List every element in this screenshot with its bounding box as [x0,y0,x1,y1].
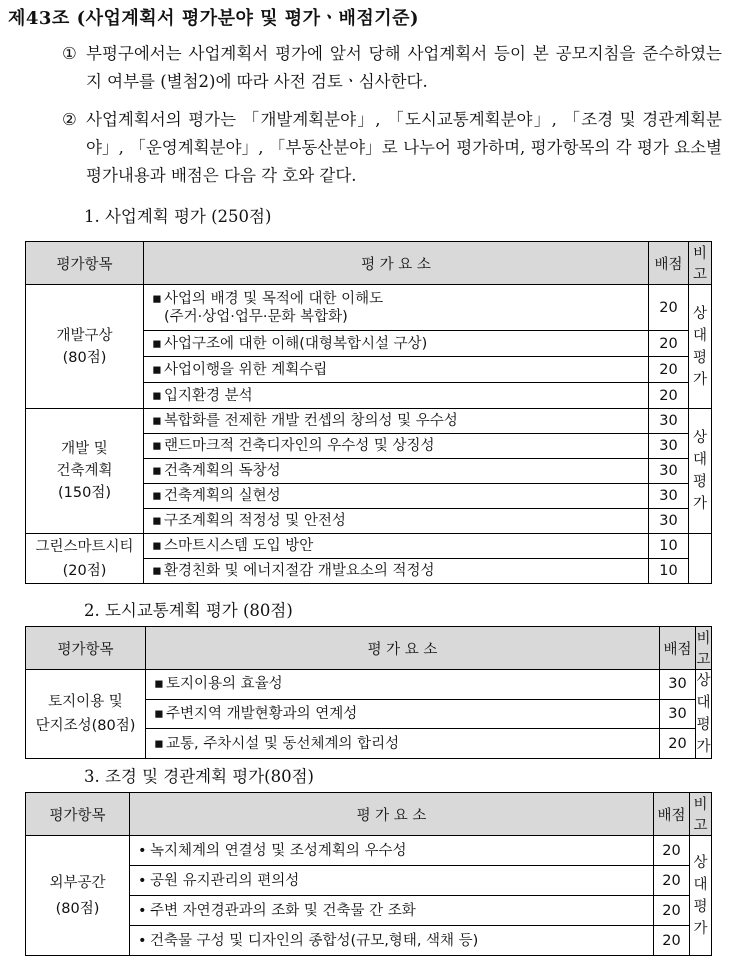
element-text: 녹지체계의 연결성 및 조성계획의 우수성 [150,842,407,859]
element-cell [130,836,654,866]
note-line: 평가 [696,717,711,755]
element-text: 사업구조에 대한 이해(대형복합시설 구상) [164,335,428,352]
category-cell [26,670,146,759]
score-cell: 30 [649,459,689,484]
table-row [26,409,712,434]
element-cell [144,409,649,434]
element-text: 구조계획의 적정성 및 안전성 [164,513,346,529]
element-text: 입지환경 분석 [164,387,253,404]
section-1-title: 1. 사업계획 평가 (250점) [84,207,272,226]
element-text: 랜드마크적 건축디자인의 우수성 및 상징성 [164,438,435,454]
note-line: 상대 [696,673,711,711]
section-2-title: 2. 도시교통계획 평가 (80점) [84,601,293,620]
score-cell: 20 [649,357,689,383]
element-cell [146,670,660,700]
category-name: 토지이용 및 [48,694,123,710]
element-text: 복합화를 전제한 개발 컨셉의 창의성 및 우수성 [164,413,458,429]
element-text: 공원 유지관리의 편의성 [150,872,300,889]
element-text: 건축계획의 실현성 [164,488,281,504]
score-cell: 20 [654,926,690,956]
note-line: 평가 [692,474,707,512]
score-cell: 30 [649,484,689,509]
element-cell [144,559,649,584]
score-cell: 10 [649,534,689,559]
paragraph-text: 사업계획서의 평가는 「개발계획분야」, 「도시교통계획분야」, 「조경 및 경관계획분야」, 「운영계획분야」, 「부동산분야」로 나누어 평가하며, 평가항목의 각 평가 요소별 평가내용과 배점은 다음 각 호와 같다. [86,110,722,185]
element-text: 사업이행을 위한 계획수립 [164,361,328,378]
paragraph-text: 부평구에서는 사업계획서 평가에 앞서 당해 사업계획서 등이 본 공모지침을 준수하였는지 여부를 (별첨2)에 따라 사전 검토ㆍ심사한다. [86,44,722,91]
element-text: 건축물 구성 및 디자인의 종합성(규모,형태, 색채 등) [150,932,479,949]
category-cell [26,836,130,956]
header-item: 평가항목 [26,242,144,285]
bullet-icon: ▪ [152,463,162,479]
element-text: 주변지역 개발현황과의 연계성 [166,705,358,722]
category-name: 단지조성(80점) [35,718,136,734]
score-cell: 30 [660,699,696,729]
paragraph-number: ② [62,110,77,129]
paragraph-1 [62,40,722,96]
category-points: (80점) [55,900,100,917]
header-note: 비고 [689,242,712,285]
section-3-table [25,792,712,956]
element-cell [144,331,649,357]
bullet-icon: • [138,932,147,949]
score-cell: 20 [649,331,689,357]
score-cell: 30 [649,434,689,459]
bullet-icon: • [138,902,147,919]
element-text: 주변 자연경관과의 조화 및 건축물 간 조화 [150,902,416,919]
category-name: 건축계획 [56,463,113,479]
bullet-icon: ▪ [152,438,162,454]
header-score: 배점 [649,242,689,285]
bullet-icon: ▪ [154,735,164,752]
element-text: 건축계획의 독창성 [164,463,281,479]
score-cell: 30 [660,670,696,700]
bullet-icon: ▪ [152,413,162,429]
note-cell [689,534,712,584]
element-cell [144,285,649,331]
element-text: 환경친화 및 에너지절감 개발요소의 적정성 [164,563,435,579]
element-cell [144,383,649,409]
element-cell [130,926,654,956]
header-score: 배점 [654,793,690,836]
note-cell [696,670,712,759]
header-note: 비고 [690,793,712,836]
category-points: (80점) [62,349,107,366]
header-item: 평가항목 [26,627,146,670]
score-cell: 20 [654,896,690,926]
note-line: 상대 [692,430,707,468]
bullet-icon: • [138,842,147,859]
category-name: 개발 및 [61,441,108,457]
bullet-icon: ▪ [152,335,162,352]
score-cell: 30 [649,509,689,534]
element-cell [144,459,649,484]
header-element: 평 가 요 소 [144,242,649,285]
section-1-table [25,241,712,584]
element-cell [146,729,660,759]
element-cell [130,896,654,926]
table-row [26,534,712,559]
element-continuation: (주거·상업·업무·문화 복합화) [164,308,348,325]
note-line: 평가 [693,898,708,937]
element-cell [144,534,649,559]
note-cell [689,409,712,534]
table-row [26,285,712,331]
category-name: 그린스마트시티 [35,538,134,555]
paragraph-number: ① [62,44,77,63]
header-score: 배점 [660,627,696,670]
section-2-table [25,626,712,759]
score-cell: 20 [660,729,696,759]
element-text: 사업의 배경 및 목적에 대한 이해도 [164,290,384,307]
score-cell: 30 [649,409,689,434]
element-text: 스마트시스템 도입 방안 [164,538,314,554]
note-cell [690,836,712,956]
element-cell [144,434,649,459]
element-cell [144,484,649,509]
header-element: 평 가 요 소 [146,627,660,670]
bullet-icon: ▪ [152,387,162,404]
element-cell [130,866,654,896]
element-cell [146,699,660,729]
category-points: (20점) [62,562,107,579]
score-cell: 20 [654,866,690,896]
header-element: 평 가 요 소 [130,793,654,836]
score-cell: 20 [649,383,689,409]
note-line: 상대 [693,854,708,893]
category-points: (150점) [58,485,111,501]
score-cell: 20 [649,285,689,331]
bullet-icon: ▪ [152,290,162,307]
note-line: 상대 [692,305,707,344]
header-item: 평가항목 [26,793,130,836]
bullet-icon: ▪ [152,563,162,579]
category-name: 개발구상 [56,327,113,344]
element-cell [144,509,649,534]
category-name: 외부공간 [49,874,106,891]
bullet-icon: ▪ [154,676,164,693]
element-text: 교통, 주차시설 및 동선체계의 합리성 [166,735,400,752]
bullet-icon: ▪ [152,538,162,554]
bullet-icon: ▪ [152,361,162,378]
article-title: 제43조 (사업계획서 평가분야 및 평가ㆍ배점기준) [8,8,420,29]
note-line: 평가 [692,349,707,388]
bullet-icon: • [138,872,147,889]
note-cell [689,285,712,409]
bullet-icon: ▪ [152,513,162,529]
section-3-title: 3. 조경 및 경관계획 평가(80점) [84,767,314,786]
paragraph-2 [62,106,722,190]
element-cell [144,357,649,383]
header-note: 비고 [696,627,712,670]
bullet-icon: ▪ [152,488,162,504]
category-cell [26,534,144,584]
bullet-icon: ▪ [154,705,164,722]
table-row [26,836,712,866]
score-cell: 10 [649,559,689,584]
score-cell: 20 [654,836,690,866]
category-cell [26,409,144,534]
element-text: 토지이용의 효율성 [166,676,283,693]
table-row [26,670,712,700]
category-cell [26,285,144,409]
